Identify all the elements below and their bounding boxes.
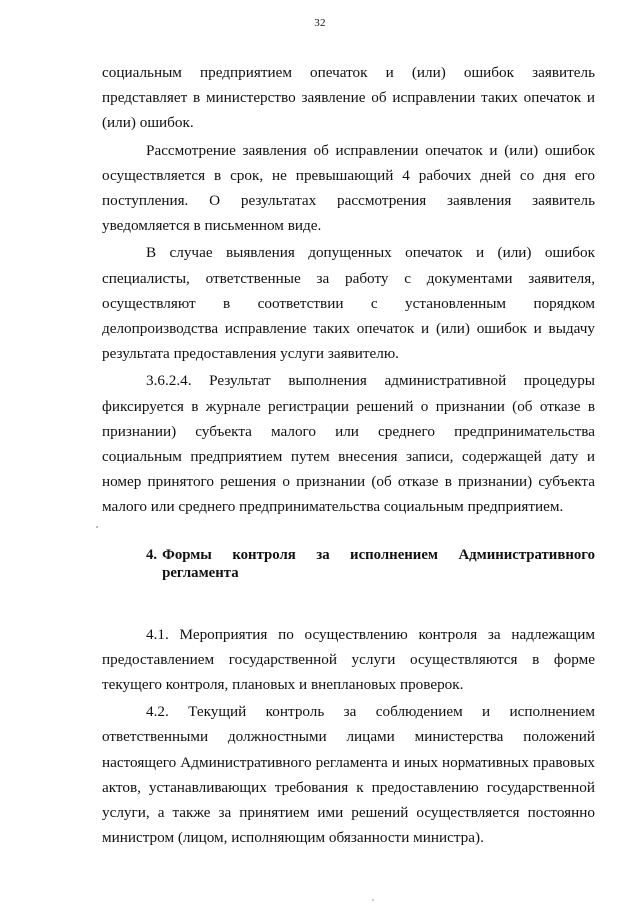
- section-spacer: [102, 582, 595, 622]
- paragraph-review-period: Рассмотрение заявления об исправлении опечаток и (или) ошибок осуществляется в срок, не превышающий 4 рабочих дней со дня его поступления. О результатах рассмотрения заявления заявитель уведомляется в письменном виде.: [102, 141, 595, 235]
- paragraph-4-1: 4.1. Мероприятия по осуществлению контроля за надлежащим предоставлением государственной услуги осуществляются в форме текущего контроля, плановых и внеплановых проверок.: [102, 625, 595, 694]
- page-content: [102, 60, 595, 852]
- page-number: 32: [314, 17, 326, 29]
- paragraph-error-correction: В случае выявления допущенных опечаток и (или) ошибок специалисты, ответственные за работу с документами заявителя, осуществляют в соответствии с установленным порядком делопроизводства исправление таких опечаток и (или) ошибок и выдачу результата предоставления услуги заявителю.: [102, 244, 595, 363]
- section-heading-number: 4.: [146, 546, 158, 563]
- section-heading-title: Формы контроля за исполнением Административного регламента: [162, 546, 595, 581]
- scan-artifact-dot: [96, 526, 98, 528]
- scan-artifact-dot-bottom: [372, 899, 374, 901]
- paragraph-continuation: социальным предприятием опечаток и (или) ошибок заявитель представляет в министерство заявление об исправлении таких опечаток и (или) ошибок.: [102, 64, 595, 132]
- section-heading: [102, 546, 595, 582]
- paragraph-3-6-2-4: 3.6.2.4. Результат выполнения административной процедуры фиксируется в журнале регистрации решений о признании (об отказе в признании) субъекта малого или среднего предпринимательства социальным предприятием путем внесения записи, содержащей дату и номер принятого решения о признании (об отказе в признании) субъекта малого или среднего предпринимательства социальным предприятием.: [102, 372, 595, 516]
- paragraph-4-2: 4.2. Текущий контроль за соблюдением и исполнением ответственными должностными лицами министерства положений настоящего Административного регламента и иных нормативных правовых актов, устанавливающих требования к предоставлению государственной услуги, а также за принятием ими решений осуществляется постоянно министром (лицом, исполняющим обязанности министра).: [102, 703, 595, 847]
